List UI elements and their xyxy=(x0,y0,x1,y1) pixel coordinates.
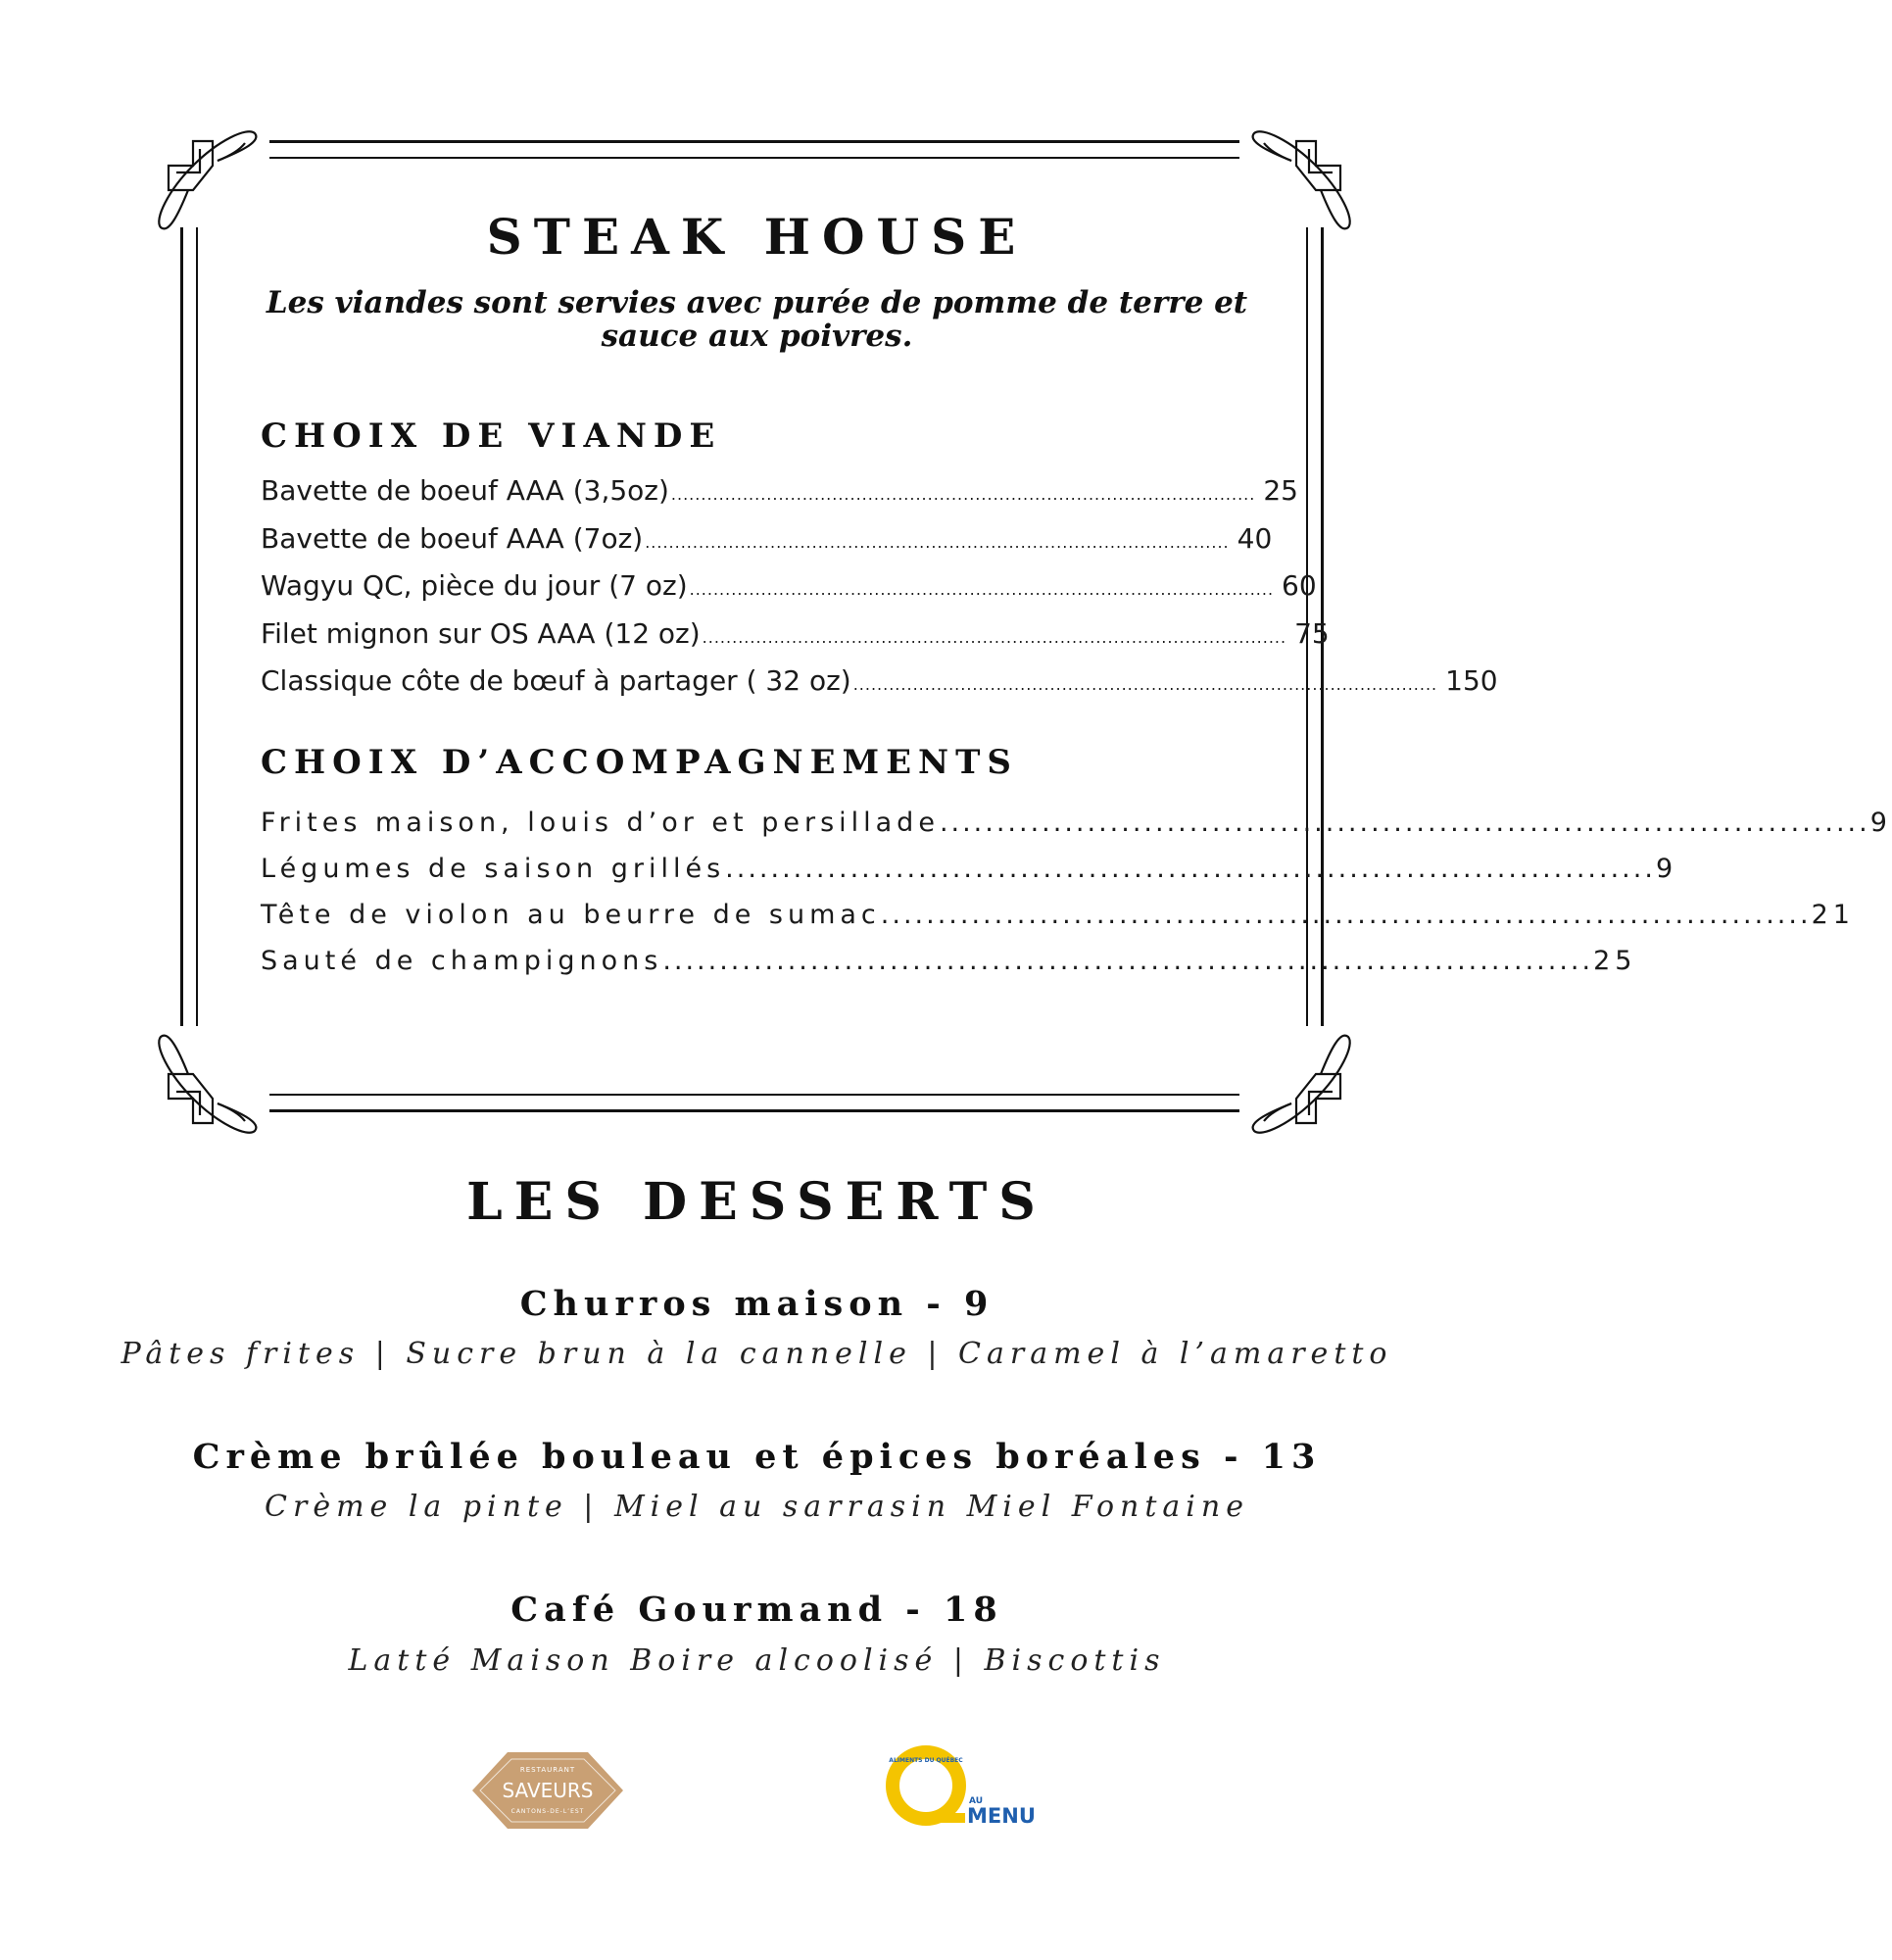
meat-item xyxy=(261,474,1298,514)
dot-leader: .................................................................................................. xyxy=(702,628,1287,647)
dessert-description: Latté Maison Boire alcoolisé | Biscottis xyxy=(348,1643,1166,1678)
steak-house-title: STEAK HOUSE xyxy=(486,208,1028,266)
dot-leader: .................................................................................................. xyxy=(689,580,1275,599)
frame-top-line-outer xyxy=(269,140,1239,143)
side-item xyxy=(261,946,1637,985)
choix-viande-heading: CHOIX DE VIANDE xyxy=(261,416,722,456)
frame-top-line-inner xyxy=(269,157,1239,159)
dessert-name: Café Gourmand - 18 xyxy=(510,1590,1003,1630)
frame-bottom-line-outer xyxy=(269,1109,1239,1112)
meat-item-name: Filet mignon sur OS AAA (12 oz) xyxy=(261,617,701,650)
dessert-name: Churros maison - 9 xyxy=(519,1284,995,1324)
dot-leader: .................................................................................................. xyxy=(852,675,1438,694)
dessert-description: Crème la pinte | Miel au sarrasin Miel Fontaine xyxy=(265,1490,1249,1524)
meat-item xyxy=(261,569,1317,609)
frame-left-line-outer xyxy=(180,227,183,1026)
dot-leader: .................................................................................................. xyxy=(645,533,1230,552)
aliments-logo-au: AU xyxy=(969,1796,983,1806)
frame-bottom-line-inner xyxy=(269,1094,1239,1096)
aliments-du-quebec-logo xyxy=(887,1744,1043,1833)
dessert-name: Crème brûlée bouleau et épices boréales - 13 xyxy=(192,1437,1322,1477)
dessert-description: Pâtes frites | Sucre brun à la cannelle | Caramel à l’amaretto xyxy=(121,1337,1393,1371)
dot-leader: .................................................................................. xyxy=(662,946,1594,976)
meat-item-name: Bavette de boeuf AAA (3,5oz) xyxy=(261,474,669,507)
side-item xyxy=(261,900,1855,939)
meat-item-name: Bavette de boeuf AAA (7oz) xyxy=(261,522,644,555)
side-item-price: 21 xyxy=(1811,900,1855,930)
side-item-price: 25 xyxy=(1593,946,1637,976)
meat-item-price: 25 xyxy=(1263,474,1298,507)
aliments-logo-menu: MENU xyxy=(967,1804,1036,1828)
aliments-logo-ring: ALIMENTS DU QUÉBEC xyxy=(889,1757,963,1764)
dot-leader: .................................................................................. xyxy=(939,808,1870,838)
choix-accompagnements-heading: CHOIX D’ACCOMPAGNEMENTS xyxy=(261,743,1018,782)
meat-item-price: 40 xyxy=(1237,522,1273,555)
corner-ornament-icon xyxy=(1242,1025,1360,1143)
saveurs-logo-bottom: CANTONS-DE-L’EST xyxy=(510,1808,585,1815)
saveurs-logo-main: SAVEURS xyxy=(502,1779,594,1802)
side-item-name: Sauté de champignons xyxy=(261,946,663,976)
side-item-price: 9 xyxy=(1869,808,1892,838)
dot-leader: .................................................................................. xyxy=(725,854,1656,884)
side-item-price: 9 xyxy=(1655,854,1678,884)
side-item xyxy=(261,808,1892,847)
dot-leader: .................................................................................................. xyxy=(670,485,1256,504)
desserts-title: LES DESSERTS xyxy=(466,1172,1047,1232)
dot-leader: .................................................................................. xyxy=(880,900,1812,930)
meat-item xyxy=(261,617,1330,657)
meat-item-price: 75 xyxy=(1294,617,1330,650)
corner-ornament-icon xyxy=(149,1025,267,1143)
meat-item-name: Classique côte de bœuf à partager ( 32 oz) xyxy=(261,664,851,697)
steak-house-subtitle: Les viandes sont servies avec purée de pomme de terre et sauce aux poivres. xyxy=(266,285,1248,354)
meat-item xyxy=(261,522,1273,562)
side-item xyxy=(261,854,1678,893)
side-item-name: Tête de violon au beurre de sumac xyxy=(261,900,881,930)
meat-item xyxy=(261,664,1498,704)
side-item-name: Légumes de saison grillés xyxy=(261,854,726,884)
saveurs-logo-top: RESTAURANT xyxy=(519,1766,576,1774)
meat-item-name: Wagyu QC, pièce du jour (7 oz) xyxy=(261,569,688,602)
side-item-name: Frites maison, louis d’or et persillade xyxy=(261,808,940,838)
meat-item-price: 60 xyxy=(1282,569,1317,602)
frame-left-line-inner xyxy=(196,227,198,1026)
saveurs-restaurant-logo xyxy=(470,1750,625,1831)
meat-item-price: 150 xyxy=(1445,664,1498,697)
